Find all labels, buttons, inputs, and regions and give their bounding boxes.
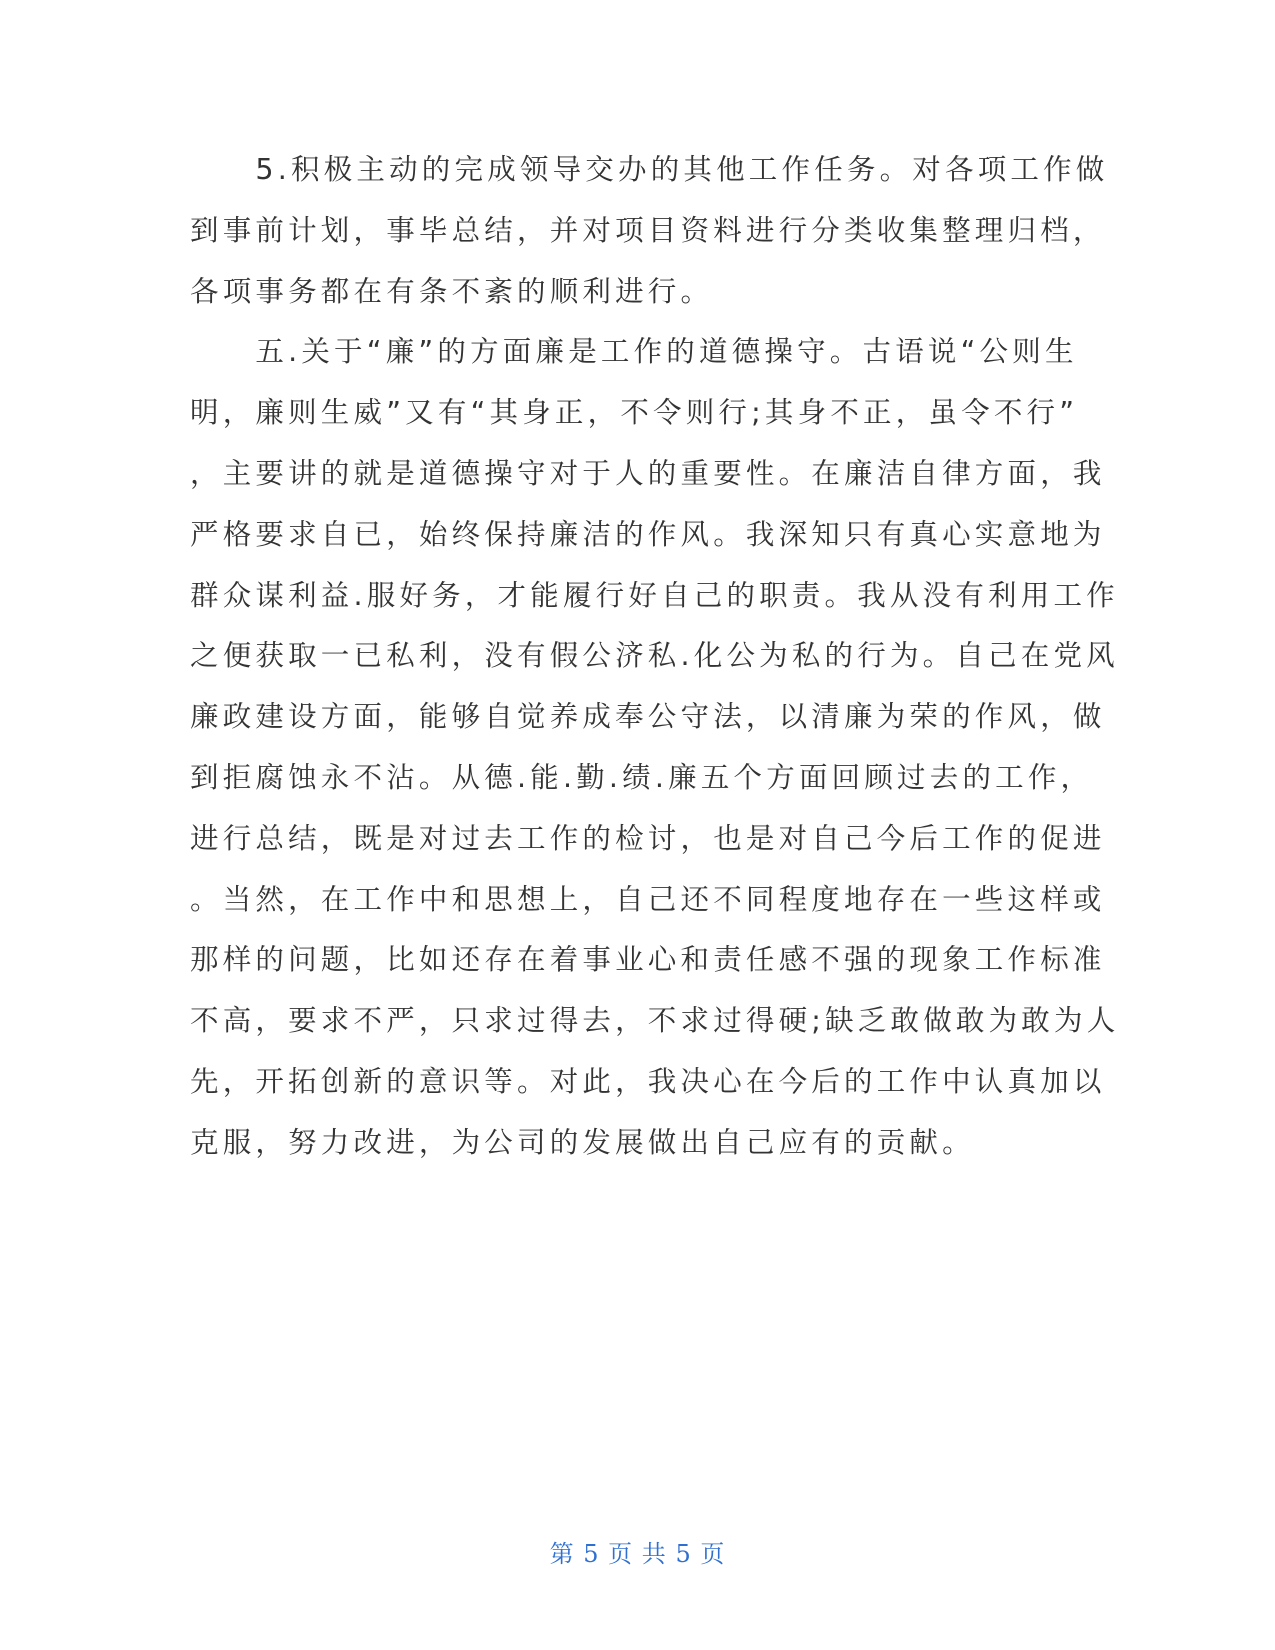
paragraph-line: 廉政建设方面，能够自觉养成奉公守法，以清廉为荣的作风，做 — [190, 700, 1106, 734]
paragraph-line: 那样的问题，比如还存在着事业心和责任感不强的现象工作标准 — [190, 943, 1106, 977]
paragraph-line: 群众谋利益.服好务，才能履行好自己的职责。我从没有利用工作 — [190, 578, 1119, 612]
paragraph-line: 。当然，在工作中和思想上，自己还不同程度地存在一些这样或 — [190, 882, 1106, 916]
page-number: 第 5 页 共 5 页 — [549, 1540, 726, 1568]
paragraph-line: ，主要讲的就是道德操守对于人的重要性。在廉洁自律方面，我 — [190, 456, 1106, 490]
paragraph-line: 各项事务都在有条不紊的顺利进行。 — [190, 274, 714, 308]
paragraph-line: 严格要求自已，始终保持廉洁的作风。我深知只有真心实意地为 — [190, 517, 1106, 551]
paragraph-line: 先，开拓创新的意识等。对此，我决心在今后的工作中认真加以 — [190, 1064, 1106, 1098]
paragraph-line: 进行总结，既是对过去工作的检讨，也是对自己今后工作的促进 — [190, 821, 1106, 855]
paragraph-line: 之便获取一已私利，没有假公济私.化公为私的行为。自己在党风 — [190, 639, 1119, 673]
paragraph-line: 明，廉则生威”又有“其身正，不令则行;其身不正，虽令不行” — [190, 396, 1079, 430]
paragraph-line: 到事前计划，事毕总结，并对项目资料进行分类收集整理归档， — [190, 213, 1106, 247]
paragraph-line: 克服，努力改进，为公司的发展做出自己应有的贡献。 — [190, 1125, 975, 1159]
document-body — [190, 140, 1120, 1174]
page-footer — [0, 1534, 1275, 1569]
paragraph-line: 到拒腐蚀永不沾。从德.能.勤.绩.廉五个方面回顾过去的工作， — [190, 760, 1094, 794]
paragraph-line: 不高，要求不严，只求过得去，不求过得硬;缺乏敢做敢为敢为人 — [190, 1004, 1120, 1038]
paragraph-line: 五.关于“廉”的方面廉是工作的道德操守。古语说“公则生 — [190, 335, 1078, 369]
paragraph-line: 5.积极主动的完成领导交办的其他工作任务。对各项工作做 — [190, 153, 1109, 186]
